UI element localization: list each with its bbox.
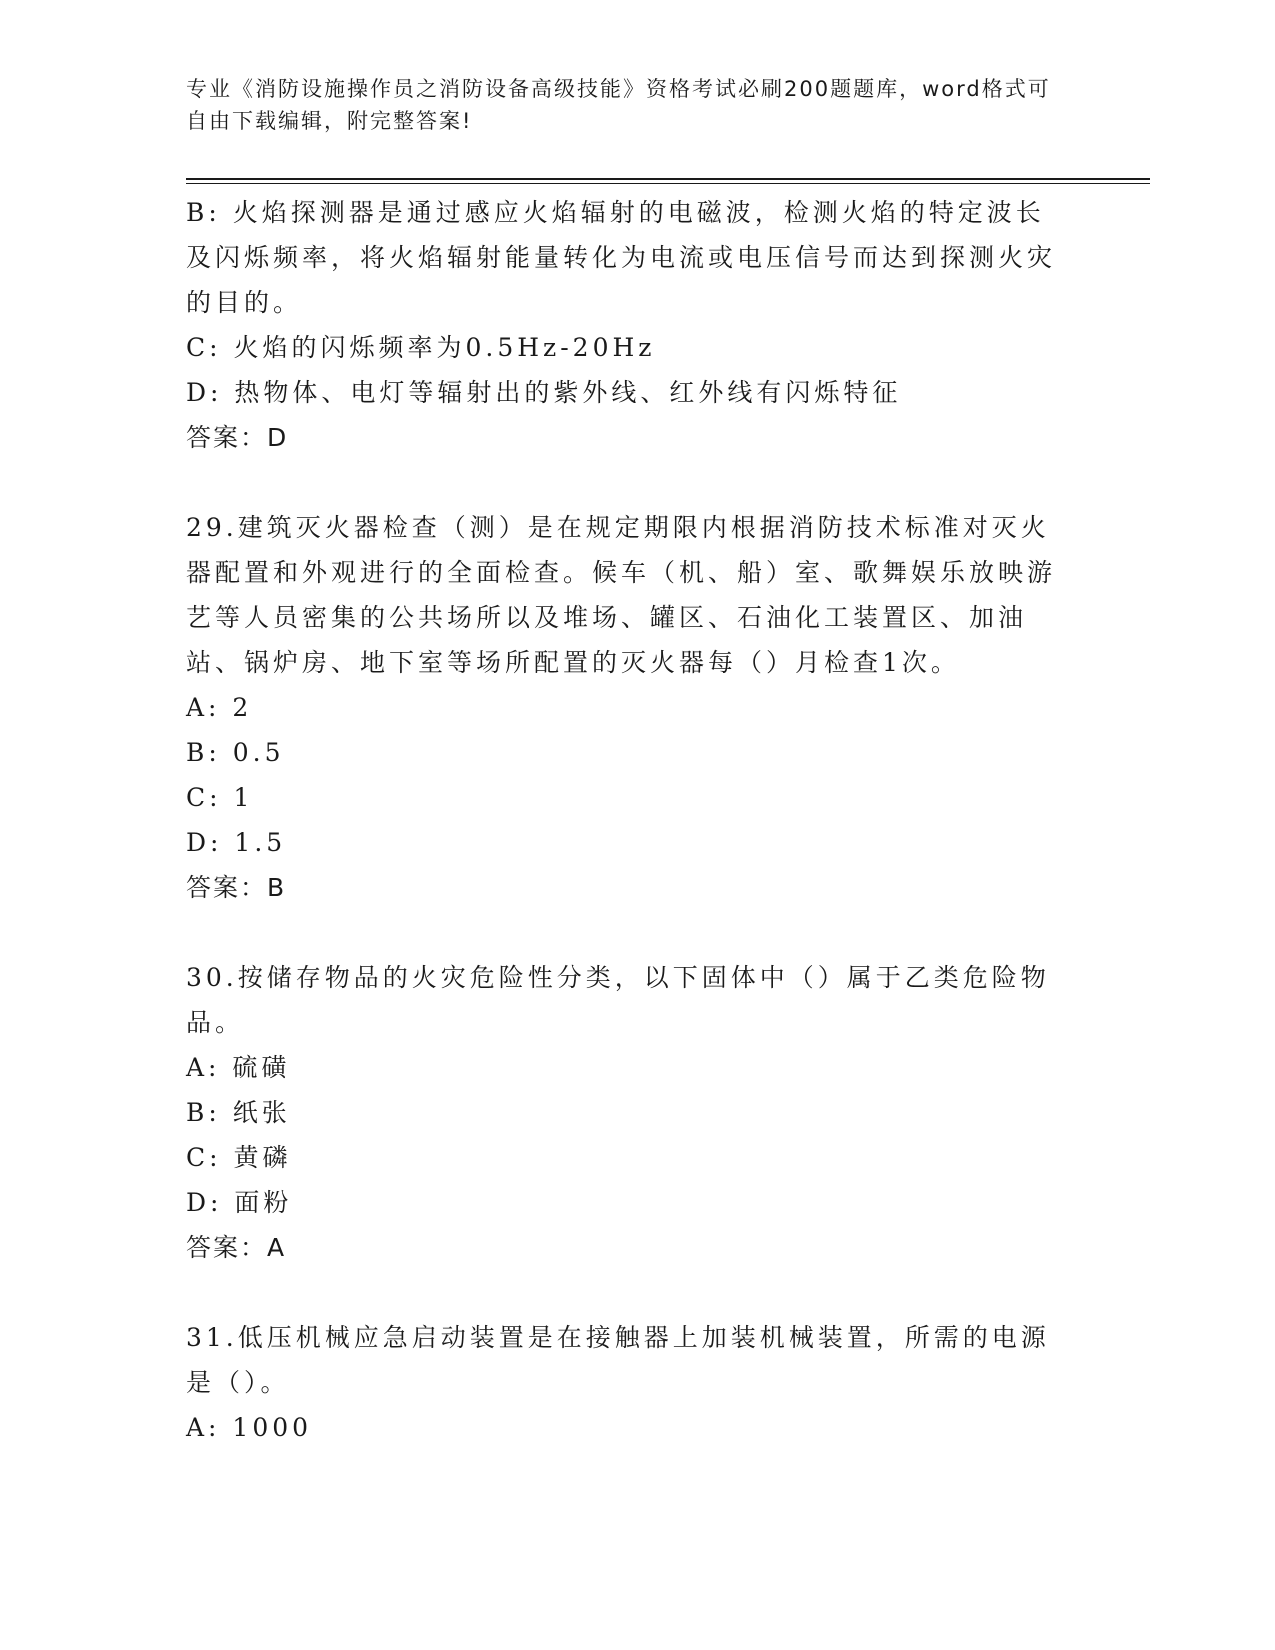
document-body (186, 190, 1066, 1450)
question-31 (186, 1315, 1066, 1450)
header-rule-thick (186, 178, 1150, 180)
question-30 (186, 955, 1066, 1270)
question-text: 31.低压机械应急启动装置是在接触器上加装机械装置，所需的电源是（）。 (186, 1323, 1050, 1397)
answer: 答案：A (186, 1233, 287, 1262)
option-c: C: 黄磷 (186, 1143, 292, 1172)
option-b: B: 0.5 (186, 738, 285, 767)
question-29 (186, 505, 1066, 910)
prev-question-tail (186, 190, 1066, 460)
answer: 答案：B (186, 873, 287, 902)
option-d: D: 面粉 (186, 1188, 293, 1217)
option-a: A: 2 (186, 693, 253, 722)
header-rule-thin (186, 183, 1150, 184)
document-header: 专业《消防设施操作员之消防设备高级技能》资格考试必刷200题题库，word格式可自由下载编辑，附完整答案! (186, 77, 1051, 133)
option-d: D: 热物体、电灯等辐射出的紫外线、红外线有闪烁特征 (186, 378, 902, 407)
option-d: D: 1.5 (186, 828, 287, 857)
option-a: A: 1000 (186, 1413, 313, 1442)
option-b: B: 纸张 (186, 1098, 291, 1127)
option-b: B: 火焰探测器是通过感应火焰辐射的电磁波，检测火焰的特定波长及闪烁频率，将火焰辐射能量转化为电流或电压信号而达到探测火灾的目的。 (186, 198, 1057, 317)
question-text: 30.按储存物品的火灾危险性分类，以下固体中（）属于乙类危险物品。 (186, 963, 1050, 1037)
option-a: A: 硫磺 (186, 1053, 291, 1082)
option-c: C: 1 (186, 783, 254, 812)
question-text: 29.建筑灭火器检查（测）是在规定期限内根据消防技术标准对灭火器配置和外观进行的全面检查。候车（机、船）室、歌舞娱乐放映游艺等人员密集的公共场所以及堆场、罐区、石油化工装置区、加油站、锅炉房、地下室等场所配置的灭火器每（）月检查1次。 (186, 513, 1057, 677)
option-c: C: 火焰的闪烁频率为0.5Hz-20Hz (186, 333, 656, 362)
answer: 答案：D (186, 423, 289, 452)
